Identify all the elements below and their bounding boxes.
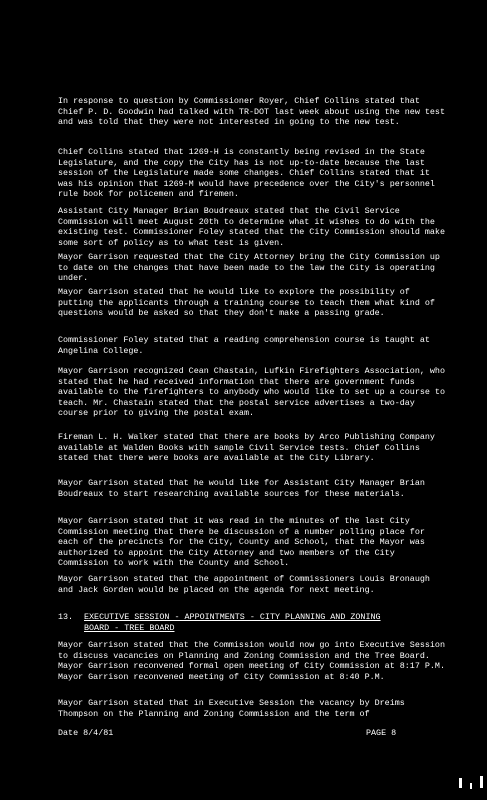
paragraph-arco-books: Fireman L. H. Walker stated that there are books by Arco Publishing Company available at Walden Books with sample Civil Service tests. Chief Collins stated that there were books are available at the City Library. [58, 432, 440, 464]
footer-date: Date 8/4/81 [58, 728, 114, 738]
paragraph-training-course: Mayor Garrison stated that he would like to explore the possibility of putting the applicants through a training course to teach them what kind of questions would be asked so that they don't make a passing grade. [58, 287, 440, 319]
paragraph-appointment-agenda: Mayor Garrison stated that the appointment of Commissioners Louis Bronaugh and Jack Gorden would be placed on the agenda for next meeting. [58, 574, 435, 595]
scan-speck [459, 778, 462, 788]
scan-speck [470, 783, 472, 789]
section-number: 13. [58, 612, 74, 622]
paragraph-polling-place: Mayor Garrison stated that it was read in the minutes of the last City Commission meeting that there be discussion of a number polling place for each of the precincts for the City, County and School, that the Mayor was authorized to appoint the City Attorney and two members of the City Commission to work with the County and School. [58, 516, 430, 569]
paragraph-reading-course: Commissioner Foley stated that a reading comprehension course is taught at Angelina College. [58, 335, 435, 356]
section-title-line1: EXECUTIVE SESSION - APPOINTMENTS - CITY PLANNING AND ZONING [84, 612, 381, 622]
section-heading-executive-session [58, 612, 445, 633]
paragraph-firefighters-association: Mayor Garrison recognized Cean Chastain, Lufkin Firefighters Association, who stated that he had received information that there are government funds available to the firefighters to anybody who would like to set up a course to teach. Mr. Chastain stated that the postal service advertises a two-day course prior to giving the postal exam. [58, 366, 451, 419]
paragraph-vacancy: Mayor Garrison stated that in Executive Session the vacancy by Dreims Thompson on the Planning and Zoning Commission and the term of [58, 698, 410, 719]
paragraph-research-materials: Mayor Garrison stated that he would like for Assistant City Manager Brian Boudreaux to start researching available sources for these materials. [58, 478, 430, 499]
footer-page-number: PAGE 8 [366, 728, 397, 738]
scan-speck [480, 776, 483, 788]
paragraph-1269m-revision: Chief Collins stated that 1269-H is constantly being revised in the State Legislature, and the copy the City has is not up-to-date because the last session of the Legislature made some changes. Chief Collins stated that it was his opinion that 1269-M would have precedence over the City's personnel rule book for policemen and firemen. [58, 147, 440, 200]
paragraph-royer-question: In response to question by Commissioner Royer, Chief Collins stated that Chief P. D. Goodwin had talked with TR-DOT last week about using the new test and was told that they were not interested in going to the new test. [58, 96, 451, 128]
paragraph-executive-session: Mayor Garrison stated that the Commission would now go into Executive Session to discuss vacancies on Planning and Zoning Commission and the Tree Board. Mayor Garrison reconvened formal open meeting of City Commission at 8:17 P.M. Mayor Garrison reconvened meeting of City Commission at 8:40 P.M. [58, 640, 451, 682]
paragraph-city-attorney-update: Mayor Garrison requested that the City Attorney bring the City Commission up to date on the changes that have been made to the law the City is operating under. [58, 252, 445, 284]
paragraph-civil-service-meeting: Assistant City Manager Brian Boudreaux stated that the Civil Service Commission will meet August 20th to determine what it wishes to do with the existing test. Commissioner Foley stated that the City Commission should make some sort of policy as to what test is given. [58, 206, 451, 248]
section-title-line2: BOARD - TREE BOARD [84, 622, 175, 633]
